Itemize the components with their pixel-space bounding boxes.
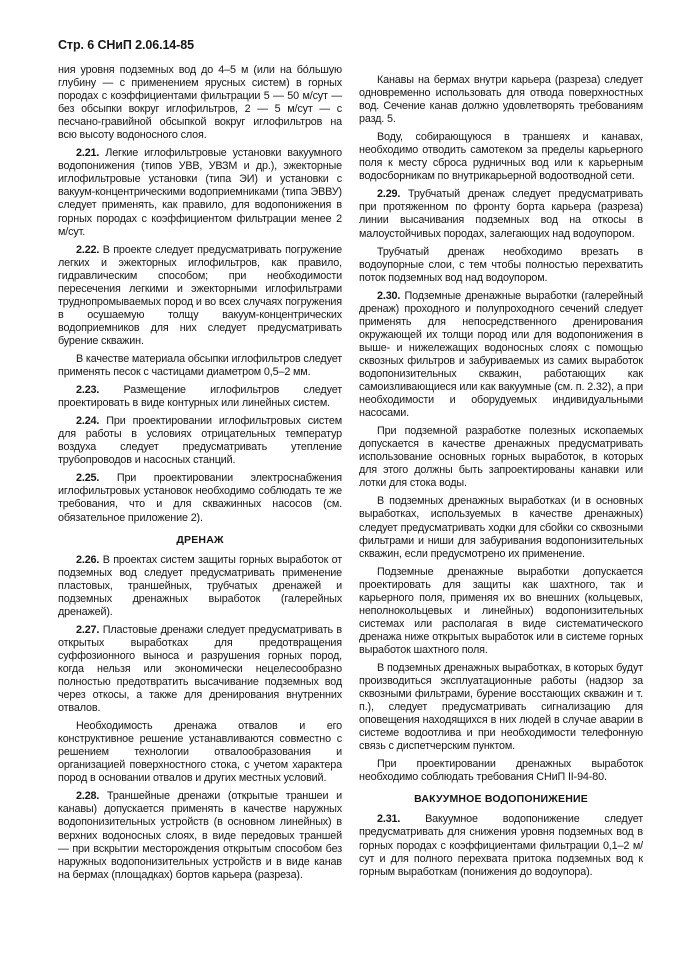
paragraph <box>58 244 342 348</box>
paragraph-text: В качестве материала обсыпки иглофильтров следует применять песок с частицами диаметром 0,5–2 мм. <box>58 352 342 379</box>
clause-number: 2.24. <box>76 415 100 428</box>
paragraph <box>359 662 643 753</box>
paragraph <box>359 425 643 490</box>
paragraph <box>58 147 342 238</box>
paragraph-text: В проекте следует предусматривать погружение легких и эжекторных иглофильтров, как правило, гидравлическим способом; при необходимости пересечения легкими и эжекторными иглофильтрами труднопромываемых пород и во всех случаях погружения в осушаемую толщу вакуум-концентрических водоприемников для них следует предусматривать бурение скважин. <box>58 243 342 347</box>
clause-number: 2.27. <box>76 623 100 636</box>
paragraph-text: При проектировании иглофильтровых систем для работы в условиях отрицательных температур воздуха следует предусматривать утепление трубопроводов и насосных станций. <box>58 415 342 467</box>
paragraph <box>359 74 643 126</box>
paragraph-text: При проектировании дренажных выработок необходимо соблюдать требования СНиП II-94-80. <box>359 758 643 784</box>
clause-number: 2.31. <box>377 813 401 826</box>
paragraph <box>58 554 342 619</box>
paragraph-text: Необходимость дренажа отвалов и его конструктивное решение устанавливаются совместно с решением технологии отвалообразования и организацией поверхностного стока, с учетом характера пород в основании отвалов и других местных условий. <box>58 720 342 785</box>
paragraph-text: Пластовые дренажи следует предусматривать в открытых выработках для предотвращения суффозионного выноса и разрушения горных пород, когда нельзя или экономически нецелесообразно полностью предотвратить высачивание подземных вод через откосы, а также для дренирования внутренних отвалов. <box>58 623 342 715</box>
paragraph-text: Воду, собирающуюся в траншеях и канавах, необходимо отводить самотеком за пределы карьерного поля к месту сброса рудничных вод или к карьерным водосборникам по внутрикарьерной водоотводной сети. <box>359 131 643 183</box>
paragraph <box>359 758 643 784</box>
paragraph-text: В подземных дренажных выработках, в которых будут производиться эксплуатационные работы (надзор за сквозными фильтрами, бурение восстающих скважин и т. п.), следует предусматривать сигнализацию для оповещения находящихся в них людей в случае аварии в системе водоотлива и при необходимости телефонную связь с диспетчерским пунктом. <box>359 661 643 753</box>
page-header: Стр. 6 СНиП 2.06.14-85 <box>58 38 194 52</box>
paragraph-text: Подземные дренажные выработки (галерейный дренаж) проходного и полупроходного сечений следует применять для непосредственного дренирования окружающей их толщи пород или для водопонижения в выше- и нижележащих водоносных слоях с помощью сквозных фильтров и забуриваемых из самих выработок водопонизительных скважин, работающих как самоизливающиеся или как вакуумные (см. п. 2.32), а при необходимости и оборудуемых индивидуальными насосами. <box>359 289 643 420</box>
paragraph-text: При подземной разработке полезных ископаемых допускается в качестве дренажных предусматривать использование основных горных выработок, в которых для этого должны быть запроектированы канавки или лотки для стока воды. <box>359 425 643 490</box>
clause-number: 2.25. <box>76 472 100 485</box>
paragraph-text: В подземных дренажных выработках (и в основных выработках, используемых в качестве дренажных) следует предусматривать ходки для сбойки со сквозными фильтрами и ниши для забуривания водопонизительных скважин, если предусмотрено их применение. <box>359 495 643 560</box>
paragraph-text: Легкие иглофильтровые установки вакуумного водопонижения (типов УВВ, УВЗМ и др.), эжекторные иглофильтровые установки (типа ЭИ) и установки с вакуум-концентрическими водоприемниками (типа ЭВВУ) следует применять, как правило, для водопонижения в горных породах с коэффициентом фильтрации менее 2 м/сут. <box>58 147 342 238</box>
paragraph-text: Траншейные дренажи (открытые траншеи и канавы) допускается применять в качестве наружных водопонизительных устройств (в основном линейных) в верхних водоносных слоях, в виде передовых траншей — при вскрытии месторождения открытым способом без наружных водопонизительных устройств и в виде канав на бермах (площадках) бортов карьера (разреза). <box>58 790 342 881</box>
clause-number: 2.30. <box>377 289 401 302</box>
paragraph <box>58 415 342 467</box>
paragraph <box>58 790 342 881</box>
paragraph <box>58 472 342 524</box>
paragraph <box>359 188 643 240</box>
paragraph-text: Трубчатый дренаж следует предусматривать при протяженном по фронту борта карьера (разреза) линии высачивания подземных вод на откосы в малоустойчивых породах, залегающих над водоупором. <box>359 188 643 240</box>
paragraph-text: Вакуумное водопонижение следует предусматривать для снижения уровня подземных вод в горных породах с коэффициентами фильтрации 0,1–2 м/сут и для полного перехвата притока подземных вод к горным выработкам (понижения до водоупора). <box>359 813 643 878</box>
paragraph <box>359 246 643 285</box>
paragraph <box>359 290 643 420</box>
paragraph <box>359 495 643 560</box>
clause-number: 2.28. <box>76 790 100 803</box>
paragraph <box>58 384 342 410</box>
section-heading: ДРЕНАЖ <box>176 533 224 546</box>
section-heading: ВАКУУМНОЕ ВОДОПОНИЖЕНИЕ <box>414 793 588 806</box>
clause-number: 2.22. <box>76 243 100 256</box>
paragraph <box>58 64 342 142</box>
clause-number: 2.21. <box>76 147 100 160</box>
paragraph <box>359 566 643 657</box>
paragraph <box>359 813 643 878</box>
clause-number: 2.26. <box>76 553 100 566</box>
paragraph-text: В проектах систем защиты горных выработок от подземных вод следует предусматривать применение пластовых, траншейных, трубчатых дренажей и подземных дренажных выработок (галерейных дренажей). <box>58 553 342 618</box>
paragraph <box>359 131 643 183</box>
paragraph <box>58 720 342 785</box>
paragraph-text: Трубчатый дренаж необходимо врезать в водоупорные слои, с тем чтобы полностью перехватить поток подземных вод над водоупором. <box>359 245 643 284</box>
paragraph-text: Размещение иглофильтров следует проектировать в виде контурных или линейных систем. <box>58 384 342 410</box>
paragraph-text: Канавы на бермах внутри карьера (разреза) следует одновременно использовать для отвода поверхностных вод. Сечение канав должно удовлетворять требованиям разд. 5. <box>359 74 643 126</box>
clause-number: 2.29. <box>377 188 401 201</box>
paragraph-text: Подземные дренажные выработки допускается проектировать для защиты как шахтного, так и карьерного поля, применяя их во внешних (кольцевых, неполнокольцевых и линейных) водопонизительных системах или располагая в виде систематического дренажа ниже открытых выработок или в системе горных выработок шахтного поля. <box>359 565 643 656</box>
paragraph-text: ния уровня подземных вод до 4–5 м (или на бо́льшую глубину — с применением ярусных систем) в горных породах с коэффициентами фильтрации 5 — 50 м/сут — без обсыпки вокруг иглофильтров, 2 — 5 м/сут — с песчано-гравийной обсыпкой вокруг иглофильтров на всю высоту водоносного слоя. <box>58 64 342 142</box>
paragraph <box>58 353 342 379</box>
clause-number: 2.23. <box>76 384 100 397</box>
left-column <box>58 64 342 887</box>
paragraph-text: При проектировании электроснабжения иглофильтровых установок необходимо соблюдать те же требования, что и для скважинных насосов (см. обязательное приложение 2). <box>58 472 342 524</box>
right-column <box>359 74 643 884</box>
paragraph <box>58 624 342 715</box>
